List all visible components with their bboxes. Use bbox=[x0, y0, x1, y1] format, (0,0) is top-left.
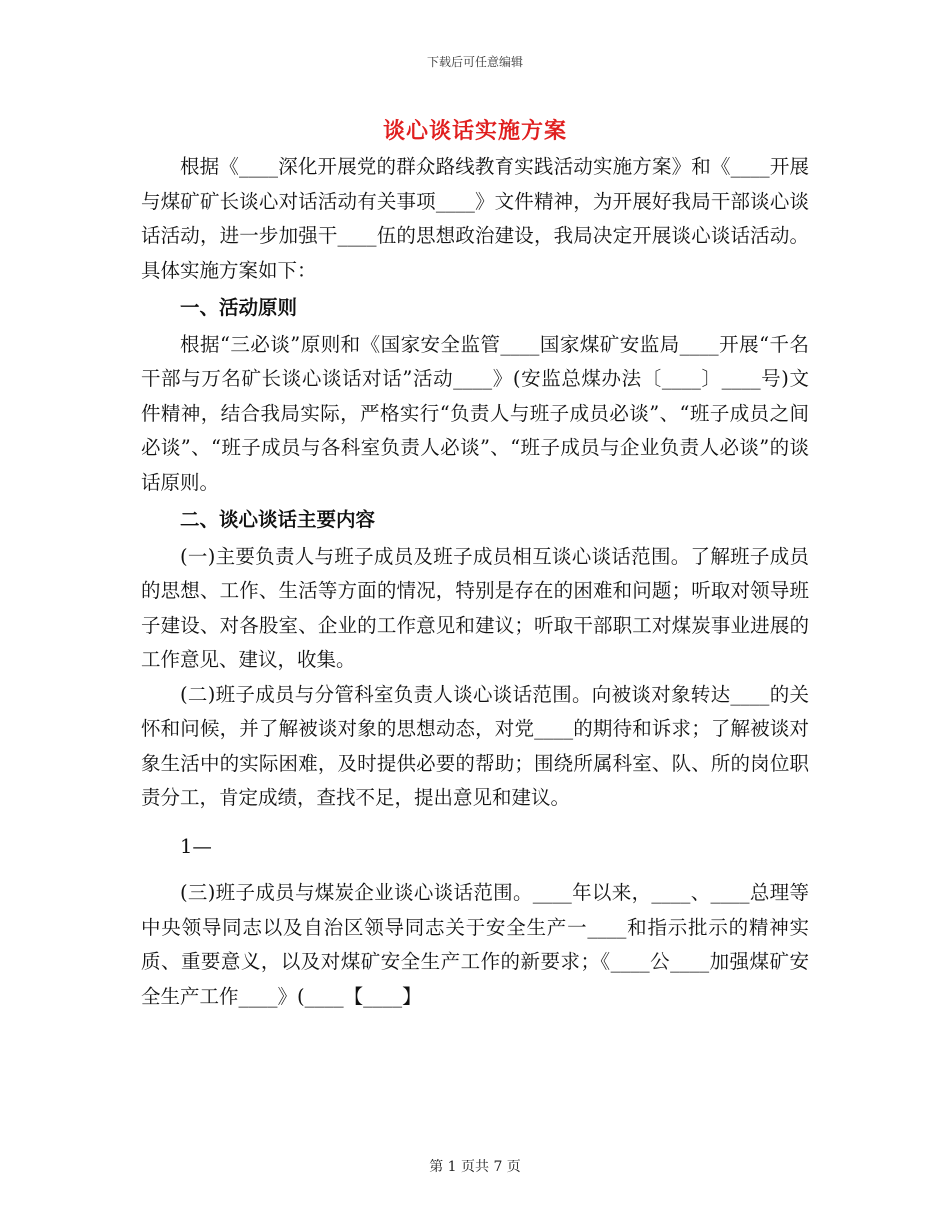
inline-page-marker: 1— bbox=[180, 834, 212, 858]
document-title: 谈心谈话实施方案 bbox=[382, 118, 567, 144]
item-1-paragraph: (一)主要负责人与班子成员及班子成员相互谈心谈话范围。了解班子成员的思想、工作、生活等方面的情况，特别是存在的困难和问题；听取对领导班子建设、对各股室、企业的工作意见和建议；听取干部职工对煤炭事业进展的工作意见、建议，收集。 bbox=[141, 544, 809, 671]
document-body bbox=[141, 150, 809, 1014]
page-footer: 第 1 页共 7 页 bbox=[429, 1159, 521, 1175]
section-1-heading: 一、活动原则 bbox=[180, 296, 298, 319]
item-3-paragraph: (三)班子成员与煤炭企业谈心谈话范围。____年以来，____、____总理等中央领导同志以及自治区领导同志关于安全生产一____和指示批示的精神实质、重要意义，以及对煤矿安全生产工作的新要求；《____公____加强煤矿安全生产工作____》(____【____】 bbox=[141, 881, 809, 1008]
page-header: 下载后可任意编辑 bbox=[426, 55, 523, 69]
section-2-heading: 二、谈心谈话主要内容 bbox=[180, 508, 376, 531]
section-1-paragraph: 根据“三必谈”原则和《国家安全监管____国家煤矿安监局____开展“千名干部与万名矿长谈心谈话对话”活动____》(安监总煤办法〔____〕____号)文件精神，结合我局实际，严格实行“负责人与班子成员必谈”、“班子成员之间必谈”、“班子成员与各科室负责人必谈”、“班子成员与企业负责人必谈”的谈话原则。 bbox=[141, 332, 809, 494]
intro-paragraph: 根据《____深化开展党的群众路线教育实践活动实施方案》和《____开展与煤矿矿长谈心对话活动有关事项____》文件精神，为开展好我局干部谈心谈话活动，进一步加强干____伍的思想政治建设，我局决定开展谈心谈话活动。具体实施方案如下： bbox=[141, 155, 809, 282]
item-2-paragraph: (二)班子成员与分管科室负责人谈心谈话范围。向被谈对象转达____的关怀和问候，并了解被谈对象的思想动态，对党____的期待和诉求；了解被谈对象生活中的实际困难，及时提供必要的帮助；围绕所属科室、队、所的岗位职责分工，肯定成绩，查找不足，提出意见和建议。 bbox=[141, 682, 809, 809]
